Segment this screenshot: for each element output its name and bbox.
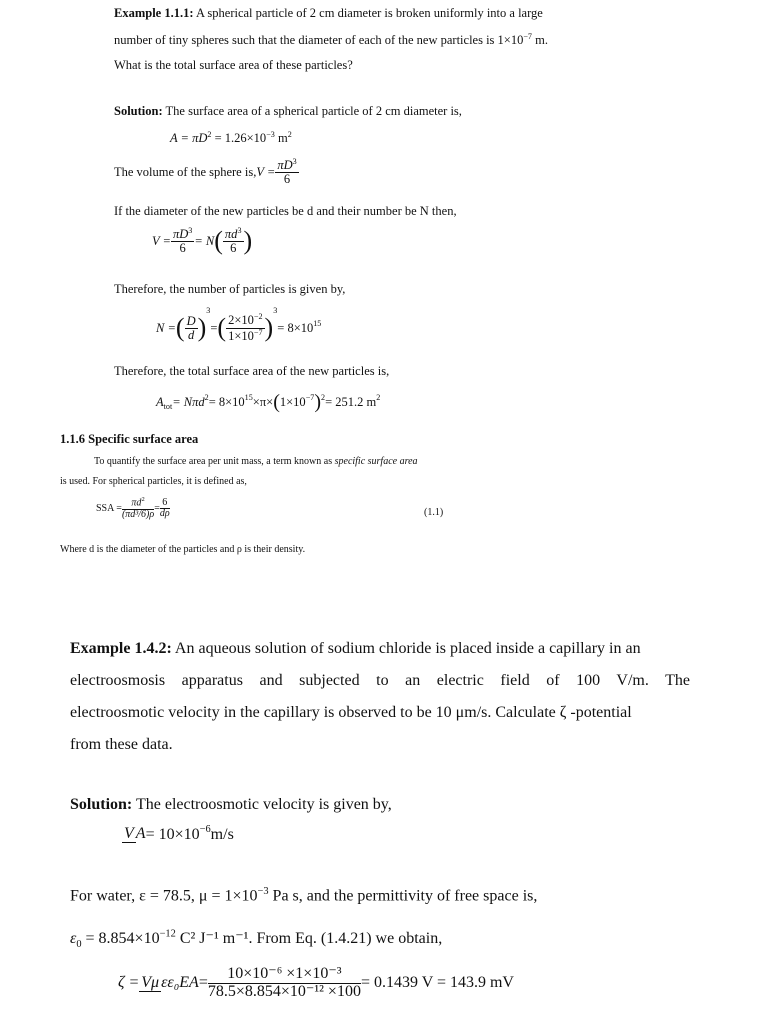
left-paren: (	[214, 226, 223, 255]
fraction: $\frac{\pi d^2}{\text{(πd³/6)ρ}}$	[121, 496, 155, 520]
exponent: 2	[321, 393, 326, 403]
solution-text: The surface area of a spherical particle of 2 cm diameter is,	[165, 104, 462, 118]
eq-lhs: V =	[152, 233, 171, 248]
eq-lhs: SSA =	[96, 503, 122, 515]
eq-mid: ×π×	[252, 395, 274, 409]
section-heading: 1.1.6 Specific surface area	[60, 432, 199, 446]
exponent: 2	[207, 130, 212, 139]
numerator: 10×10⁻⁶ ×1×10⁻³	[208, 966, 361, 984]
example-title: Example 1.4.2:	[70, 640, 172, 657]
problem-text: number of tiny spheres such that the diameter of each of the new particles is 1×10	[114, 33, 524, 48]
eq-inner: 1×10	[279, 395, 306, 409]
eq-lhs: ζ =	[118, 974, 140, 992]
eq-lhs: A = πD	[170, 131, 208, 146]
example-1-1-1-line-3	[114, 58, 353, 73]
fraction	[226, 313, 264, 343]
fraction	[160, 498, 170, 520]
equation-zeta: ζ =Vμ εε₀EA= $\frac{\text{10×10⁻⁶ ×1×10⁻³}}{\text{78.5×8.854×10⁻¹² ×100}}$ = 0.1439 V = 143.9 mV	[118, 965, 514, 1000]
exponent: −3	[257, 886, 269, 897]
denominator: A	[135, 825, 146, 843]
numerator: πD	[172, 226, 189, 241]
exponent: 2	[204, 393, 209, 403]
example-1-4-2-line-1	[70, 640, 641, 658]
equation-total-area	[156, 391, 380, 414]
eq-rhs: = 1.26×10	[211, 131, 267, 146]
exponent: 15	[244, 393, 253, 403]
numerator: πd	[224, 226, 238, 241]
exponent: 15	[313, 318, 322, 328]
equation-surface-area	[170, 130, 292, 146]
numerator: 6	[160, 498, 170, 510]
water-text: = 8.854×10	[81, 930, 160, 947]
fraction: $\frac{\pi D^3}{6}$	[172, 225, 193, 256]
exponent: −2	[253, 312, 263, 322]
right-paren: )	[264, 313, 274, 343]
denominator: 78.5×8.854×10⁻¹² ×100	[207, 982, 361, 1000]
exponent: −7	[523, 32, 532, 41]
volume-fraction: $\frac{\pi D^3}{6}$	[277, 157, 297, 187]
right-paren: )	[243, 226, 253, 255]
section-para-line-1	[94, 456, 418, 467]
eq-lhs: A	[156, 395, 164, 409]
example-1-4-2-line-4: from these data.	[70, 736, 173, 753]
water-line-1	[70, 886, 537, 905]
numerator: V	[124, 825, 134, 843]
number-line	[114, 282, 345, 297]
equation-volume-n	[152, 226, 252, 256]
right-paren: )	[314, 391, 321, 413]
unit: m/s	[210, 825, 234, 843]
eq-mid: = N	[194, 233, 215, 248]
para-text: To quantify the surface area per unit mass, a term known as	[94, 456, 335, 467]
numerator: πd	[131, 497, 142, 509]
solution-line-2	[70, 796, 392, 814]
eq-rhs: = 10×10	[145, 825, 200, 843]
numerator: D	[186, 313, 196, 328]
number-text: Therefore, the number of particles is given by,	[114, 282, 346, 296]
exponent: −12	[159, 928, 176, 940]
problem-text: What is the total surface area of these particles?	[114, 58, 353, 72]
denominator: d	[187, 327, 195, 342]
para-emphasis: specific surface area	[334, 456, 418, 467]
eq-rhs: = 251.2 m	[325, 395, 377, 409]
exponent: 2	[376, 393, 381, 403]
fraction	[139, 975, 199, 992]
exponent: −7	[305, 393, 315, 403]
where-text: Where d is the diameter of the particles and ρ is their density.	[60, 544, 306, 555]
numerator: 2×10	[228, 313, 254, 328]
eq-mid: = 8×10	[208, 395, 245, 409]
total-line	[114, 364, 389, 379]
eq-mid: = Nπd	[172, 395, 205, 409]
exponent: −6	[199, 824, 211, 835]
example-1-4-2-line-3: electroosmotic velocity in the capillary is observed to be 10 μm/s. Calculate ζ -potential	[70, 704, 632, 721]
water-text: For water, ε = 78.5, μ = 1×10	[70, 887, 258, 905]
numerator: πD	[277, 158, 293, 173]
water-line-2	[70, 928, 442, 950]
volume-text: The volume of the sphere is,	[114, 164, 257, 179]
water-text: C² J⁻¹ m⁻¹. From Eq. (1.4.21) we obtain,	[175, 930, 443, 947]
problem-text: A spherical particle of 2 cm diameter is broken uniformly into a large	[195, 6, 543, 20]
denominator: 6	[179, 241, 186, 256]
eq-lhs: N =	[156, 320, 176, 335]
eq-rhs: = 8×10	[277, 320, 314, 335]
water-text: Pa s, and the permittivity of free space is,	[268, 887, 538, 905]
exponent: 2	[287, 130, 292, 139]
subscript: 0	[76, 939, 82, 951]
equation-number-particles: N =( $\frac{D}{d})^3=$( $\frac{2\times 10^{-2}}{1\times 10^{-7}}$ )$^3= 8\times 10^{15}$	[156, 306, 322, 343]
para-text: is used. For spherical particles, it is defined as,	[60, 476, 247, 487]
total-text: Therefore, the total surface area of the new particles is,	[114, 364, 390, 378]
left-paren: (	[175, 313, 185, 343]
exponent: 3	[273, 306, 278, 315]
problem-text: m.	[532, 33, 548, 48]
example-1-1-1-line-1	[114, 6, 543, 21]
example-1-1-1-line-2	[114, 32, 548, 48]
denominator: dρ	[159, 508, 170, 520]
solution-label: Solution:	[114, 104, 163, 118]
subscript: tot	[163, 401, 173, 411]
unit: m	[274, 131, 288, 146]
diameter-text: If the diameter of the new particles be d and their number be N then,	[114, 204, 457, 218]
numerator: Vμ	[141, 973, 160, 991]
right-paren: )	[197, 313, 207, 343]
exponent: −3	[266, 130, 275, 139]
problem-text: An aqueous solution of sodium chloride is placed inside a capillary in an	[174, 640, 641, 657]
solution-label: Solution:	[70, 796, 133, 813]
denominator: (πd³/6)ρ	[121, 508, 155, 520]
left-paren: (	[217, 313, 227, 343]
example-title: Example 1.1.1:	[114, 6, 194, 20]
fraction: $\frac{\pi d^3}{6}$	[224, 225, 242, 256]
denominator: εε₀EA	[161, 973, 199, 991]
equation-velocity	[122, 824, 234, 844]
exponent: −7	[253, 327, 263, 337]
volume-line	[114, 158, 299, 186]
example-1-4-2-line-2: electroosmosis apparatus and subjected to an electric field of 100 V/m. The	[70, 672, 690, 689]
solution-text: The electroosmotic velocity is given by,	[135, 796, 392, 813]
equation-number: (1.1)	[424, 507, 444, 518]
fraction	[122, 826, 146, 843]
denominator: 6	[230, 241, 237, 256]
fraction	[208, 966, 361, 1001]
epsilon-symbol: ε	[70, 930, 77, 947]
exponent: 3	[206, 306, 211, 315]
denominator: 6	[283, 172, 291, 187]
denominator: 1×10	[228, 328, 254, 343]
ssa-equation: SSA = $\frac{\pi d^2}{\text{(πd³/6)ρ}}=$ $\frac{6}{d\rho}$	[96, 496, 170, 520]
eq-rhs: = 0.1439 V = 143.9 mV	[360, 974, 514, 992]
fraction	[185, 315, 198, 342]
diameter-line	[114, 204, 457, 219]
eq-lhs: V =	[256, 164, 276, 179]
left-paren: (	[273, 391, 280, 413]
solution-line	[114, 104, 462, 119]
section-para-line-2	[60, 476, 247, 487]
